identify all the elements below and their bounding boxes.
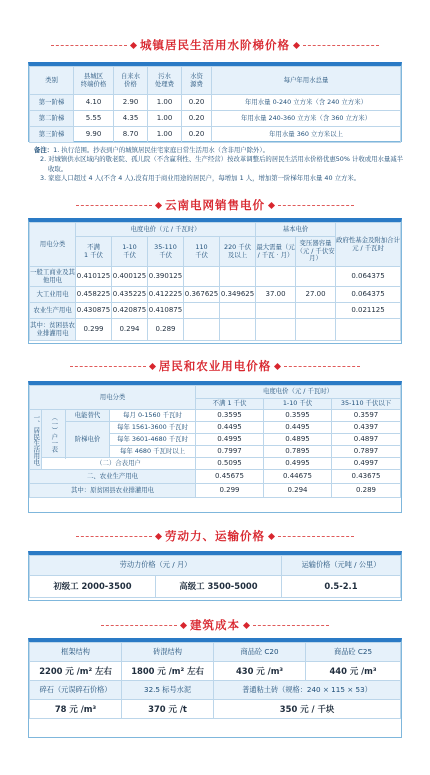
cell: 0.410875 [148, 303, 184, 319]
cell [296, 267, 336, 287]
th-concrete-c25: 商品砼 C25 [306, 643, 401, 662]
row-label: 农业生产用电 [30, 303, 76, 319]
diamond-icon [268, 532, 275, 539]
th-category: 类别 [30, 67, 74, 95]
diamond-icon [130, 41, 137, 48]
th-energy-price: 电度电价（元 / 千瓦时） [196, 386, 401, 399]
labor-section-title [0, 527, 430, 545]
cell: 年用水量 0-240 立方米（含 240 立方米） [212, 95, 401, 111]
frame-structure-cost: 2200 元 /m² 左右 [30, 662, 122, 681]
cell [256, 303, 296, 319]
th-labor-price: 劳动力价格（元 / 月） [30, 556, 282, 576]
group-resident: 一、居民生活用电 [30, 410, 42, 470]
table-row [30, 319, 401, 341]
th-voltage: 1-10 千伏 [264, 399, 332, 410]
title-rule-left [70, 366, 146, 367]
cell: 0.367625 [184, 287, 220, 303]
transport-price: 0.5-2.1 [282, 576, 401, 598]
th-basic-price: 基本电价 [256, 223, 336, 237]
cell: 0.064375 [336, 287, 401, 303]
th-terminal-price: 县城区 终端价格 [74, 67, 114, 95]
labor-price-table [28, 551, 402, 601]
group-one-meter: （一）户一表 [42, 410, 66, 458]
table-row [30, 662, 401, 681]
title-rule-right [253, 625, 329, 626]
cell [220, 303, 256, 319]
cell: 0.4995 [264, 458, 332, 470]
notes-label: 备注： [34, 146, 54, 154]
agri-label: 二、农业生产用电 [30, 470, 196, 484]
cell: 0.294 [264, 484, 332, 498]
title-rule-right [303, 45, 379, 46]
row-label: 其中：贫困县农业排灌用电 [30, 319, 76, 341]
cell: 0.299 [76, 319, 112, 341]
diamond-icon [155, 201, 162, 208]
diamond-icon [274, 362, 281, 369]
cell: 0.294 [112, 319, 148, 341]
diamond-icon [155, 532, 162, 539]
grid-section-title [0, 196, 430, 214]
th-voltage: 不满 1 千伏 [76, 237, 112, 267]
table-row [30, 303, 401, 319]
cell [336, 319, 401, 341]
concrete-c20-cost: 430 元 /m³ [214, 662, 306, 681]
cell: 0.021125 [336, 303, 401, 319]
elec-heating-label: 电能替代 [66, 410, 110, 422]
cell: 0.4997 [332, 458, 401, 470]
table-row [30, 410, 401, 422]
th-voltage: 220 千伏 及以上 [220, 237, 256, 267]
cell: 4.10 [74, 95, 114, 111]
th-resource-fee: 水资 源费 [182, 67, 212, 95]
tier-label: 第三阶梯 [30, 127, 74, 143]
cell: 37.00 [256, 287, 296, 303]
cell: 0.4895 [264, 434, 332, 446]
senior-worker-price: 高级工 3500-5000 [156, 576, 282, 598]
th-frame-structure: 框架结构 [30, 643, 122, 662]
cell: 0.20 [182, 95, 212, 111]
cell: 0.299 [196, 484, 264, 498]
title-rule-right [278, 205, 354, 206]
table-row [30, 576, 401, 598]
tier-label: 每年 1561-3600 千瓦时 [110, 422, 196, 434]
table-row [30, 470, 401, 484]
cell: 0.3595 [264, 410, 332, 422]
title-rule-left [76, 205, 152, 206]
th-max-demand: 最大需量（元 / 千瓦 · 月） [256, 237, 296, 267]
labor-title: 劳动力、运输价格 [165, 529, 265, 543]
th-concrete-c20: 商品砼 C20 [214, 643, 306, 662]
th-brick-structure: 砖混结构 [122, 643, 214, 662]
shared-meter-label: （二）合表用户 [42, 458, 196, 470]
cell: 0.420875 [112, 303, 148, 319]
th-tap-price: 自来水 价格 [114, 67, 148, 95]
th-gravel: 碎石（元误碎石价格） [30, 681, 122, 700]
cell: 0.3597 [332, 410, 401, 422]
cell: 0.430875 [76, 303, 112, 319]
th-policy-fund: 政府性基金及附加合计元 / 千瓦时 [336, 223, 401, 267]
water-section-title [0, 36, 430, 54]
clay-brick-cost: 350 元 / 千块 [214, 700, 401, 719]
th-transport-price: 运输价格（元吨 / 公里） [282, 556, 401, 576]
tier-label: 每年 4680 千瓦时以上 [110, 446, 196, 458]
notes-block [34, 146, 404, 155]
build-section-title [0, 616, 430, 634]
grid-title: 云南电网销售电价 [165, 198, 265, 212]
cell: 4.35 [114, 111, 148, 127]
cell [184, 267, 220, 287]
cell: 年用水量 240-360 立方米（含 360 立方米） [212, 111, 401, 127]
cell: 0.4495 [264, 422, 332, 434]
cell [220, 267, 256, 287]
cell: 8.70 [114, 127, 148, 143]
cell: 0.349625 [220, 287, 256, 303]
title-rule-left [76, 536, 152, 537]
tier-label: 第二阶梯 [30, 111, 74, 127]
title-rule-right [278, 536, 354, 537]
cell: 0.064375 [336, 267, 401, 287]
tier-label: 每月 0-1560 千瓦时 [110, 410, 196, 422]
tier-label: 每年 3601-4680 千瓦时 [110, 434, 196, 446]
resid-title: 居民和农业用电价格 [158, 359, 272, 373]
th-cement: 32.5 标号水泥 [122, 681, 214, 700]
cell: 0.5095 [196, 458, 264, 470]
table-row [30, 484, 401, 498]
poor-county-label: 其中：原贫困县农业排灌用电 [30, 484, 196, 498]
cell: 0.4397 [332, 422, 401, 434]
cement-cost: 370 元 /t [122, 700, 214, 719]
water-title: 城镇居民生活用水阶梯价格 [140, 38, 290, 52]
diamond-icon [180, 621, 187, 628]
cell: 0.20 [182, 127, 212, 143]
diamond-icon [243, 621, 250, 628]
build-title: 建筑成本 [190, 618, 240, 632]
water-notes [34, 146, 404, 183]
th-energy-price: 电度电价（元 / 千瓦时） [76, 223, 256, 237]
table-row [30, 287, 401, 303]
table-row [30, 458, 401, 470]
cell: 0.45675 [196, 470, 264, 484]
th-category: 用电分类 [30, 223, 76, 267]
th-voltage: 35-110 千伏以下 [332, 399, 401, 410]
cell: 0.4495 [196, 422, 264, 434]
table-row [30, 267, 401, 287]
th-transformer-capacity: 变压器容量（元 / 千伏安月） [296, 237, 336, 267]
cell: 2.90 [114, 95, 148, 111]
th-voltage: 不满 1 千伏 [196, 399, 264, 410]
th-category: 用电分类 [30, 386, 196, 410]
th-voltage: 1-10 千伏 [112, 237, 148, 267]
cell: 年用水量 360 立方米以上 [212, 127, 401, 143]
table-row [30, 111, 401, 127]
th-sewage-fee: 污水 处理费 [148, 67, 182, 95]
grid-price-table [28, 218, 402, 344]
resid-price-table [28, 381, 402, 513]
cell: 0.289 [332, 484, 401, 498]
row-label: 大工业用电 [30, 287, 76, 303]
cell: 0.20 [182, 111, 212, 127]
cell [296, 319, 336, 341]
table-row [30, 95, 401, 111]
cell: 0.43675 [332, 470, 401, 484]
diamond-icon [293, 41, 300, 48]
cell: 27.00 [296, 287, 336, 303]
cell [256, 267, 296, 287]
table-row [30, 700, 401, 719]
note-item: 2. 对城镇供水区域内的敬老院、孤儿院（不含赢利性、生产经营）按改革调整后的居民生活用水价格优惠50% 计收或用水量减半收取。 [40, 155, 404, 173]
cell: 0.4995 [196, 434, 264, 446]
cell: 0.410125 [76, 267, 112, 287]
cell: 1.00 [148, 127, 182, 143]
cell: 0.412225 [148, 287, 184, 303]
table-row [30, 422, 401, 434]
cell: 0.7997 [196, 446, 264, 458]
tier-label: 第一阶梯 [30, 95, 74, 111]
gravel-cost: 78 元 /m³ [30, 700, 122, 719]
tier-pricing-label: 阶梯电价 [66, 422, 110, 458]
cell: 0.435225 [112, 287, 148, 303]
cell [184, 319, 220, 341]
title-rule-left [51, 45, 127, 46]
title-rule-right [284, 366, 360, 367]
cell: 0.3595 [196, 410, 264, 422]
cell [220, 319, 256, 341]
cell: 0.7897 [332, 446, 401, 458]
cell: 0.458225 [76, 287, 112, 303]
cell: 9.90 [74, 127, 114, 143]
diamond-icon [268, 201, 275, 208]
diamond-icon [149, 362, 156, 369]
cell: 0.400125 [112, 267, 148, 287]
title-rule-left [101, 625, 177, 626]
th-voltage: 110 千伏 [184, 237, 220, 267]
build-cost-table [28, 638, 402, 738]
junior-worker-price: 初级工 2000-3500 [30, 576, 156, 598]
cell [256, 319, 296, 341]
th-annual-volume: 每户年用水总量 [212, 67, 401, 95]
cell: 5.55 [74, 111, 114, 127]
cell: 0.289 [148, 319, 184, 341]
th-voltage: 35-110 千伏 [148, 237, 184, 267]
cell: 0.390125 [148, 267, 184, 287]
row-label: 一般工商业及其他用电 [30, 267, 76, 287]
brick-structure-cost: 1800 元 /m² 左右 [122, 662, 214, 681]
cell: 1.00 [148, 111, 182, 127]
cell [184, 303, 220, 319]
note-item: 3. 家庭人口超过 4 人(不含 4 人),没有用于商业用途的居民户，每增加 1 人，增加第一阶梯年用水量 40 立方米。 [40, 173, 361, 182]
cell: 0.7895 [264, 446, 332, 458]
cell: 0.4897 [332, 434, 401, 446]
note-item: 1. 执行范围。抄表到户的城镇居民住宅家庭日常生活用水（含非用户除外）。 [53, 146, 269, 154]
water-price-table [28, 62, 402, 142]
cell: 0.44675 [264, 470, 332, 484]
th-clay-brick: 普通粘土砖（规格：240 × 115 × 53） [214, 681, 401, 700]
cell [296, 303, 336, 319]
concrete-c25-cost: 440 元 /m³ [306, 662, 401, 681]
cell: 1.00 [148, 95, 182, 111]
resid-section-title [0, 357, 430, 375]
table-row [30, 127, 401, 143]
